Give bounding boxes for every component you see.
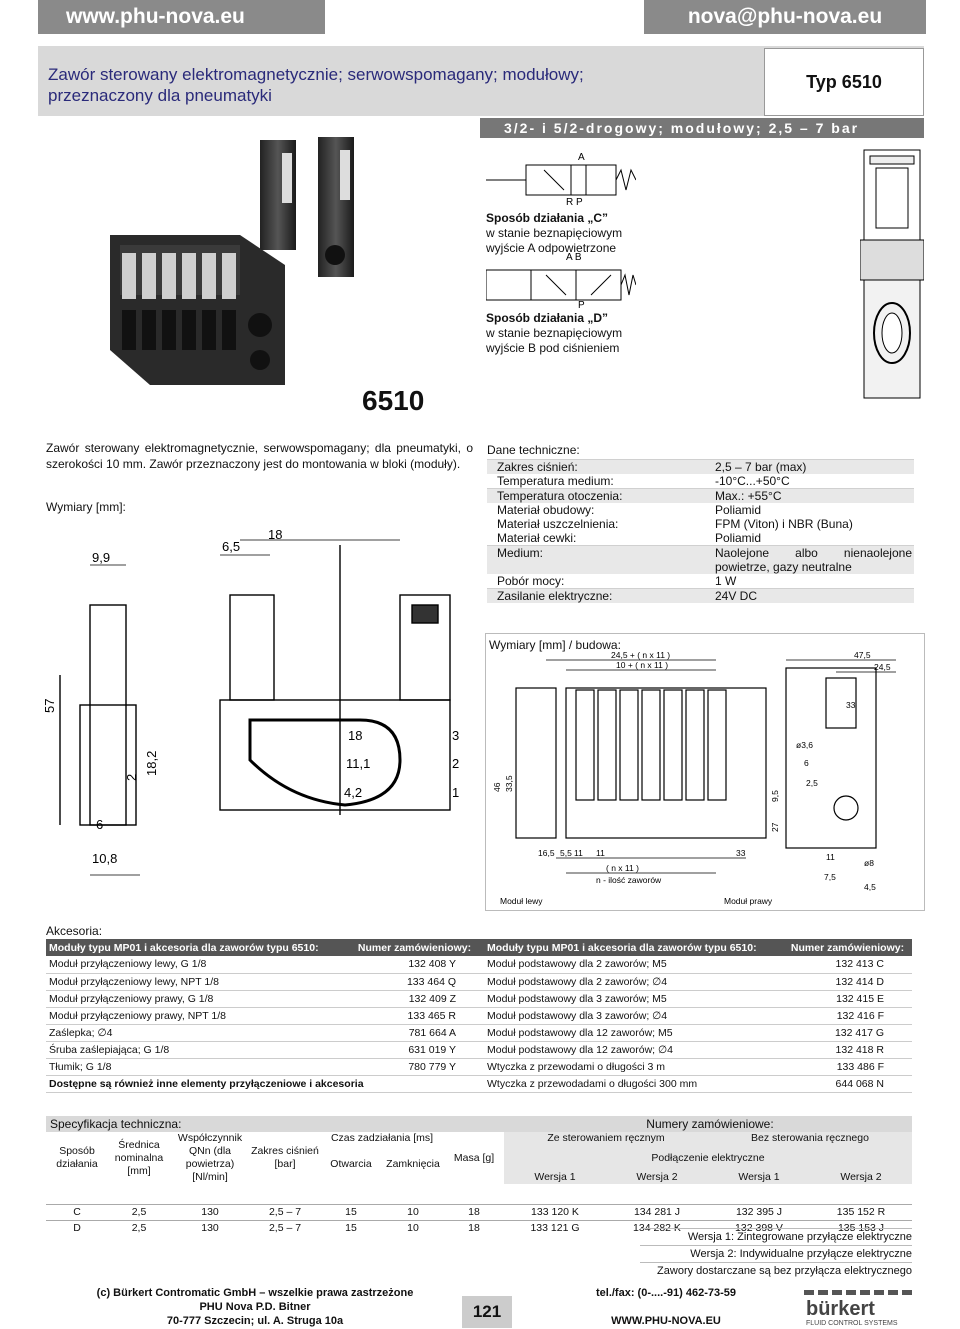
table-header [46, 1132, 912, 1145]
spec-note: Wersja 1: Zintegrowane przyłącze elektryczne [640, 1228, 912, 1245]
spec-col-response: Czas zadziałania [ms] [330, 1132, 434, 1144]
spec-cell: D [46, 1220, 108, 1236]
tech-value: 2,5 – 7 bar (max) [707, 460, 914, 475]
spec-col-mode: Sposób działania [56, 1145, 98, 1170]
type-badge: Typ 6510 [764, 48, 924, 116]
table-row [46, 990, 912, 1007]
valve-symbol-d-icon [486, 250, 636, 308]
footer-contact [566, 1286, 766, 1328]
email-link[interactable]: nova@phu-nova.eu [644, 0, 926, 34]
acc-order-no: 132 416 F [780, 1007, 912, 1024]
title-line-1: Zawór sterowany elektromagnetycznie; serwowspomagany; modułowy; [48, 65, 584, 84]
logo-subtext: FLUID CONTROL SYSTEMS [806, 1320, 898, 1327]
footer-address: 70-777 Szczecin; ul. A. Struga 10a [166, 1315, 344, 1327]
top-bar [0, 0, 960, 34]
spec-order-no: 134 281 J [606, 1204, 708, 1220]
footer-copyright: (c) Bürkert Contromatic GmbH – wszelkie prawa zastrzeżone [96, 1287, 414, 1299]
dim-6b: 6 [804, 758, 809, 768]
dim-24-5: 24,5 [874, 662, 891, 672]
spec-cell: 2,5 [108, 1204, 170, 1220]
acc-order-no: 132 418 R [780, 1041, 912, 1058]
spec-cell: 2,5 – 7 [250, 1220, 320, 1236]
table-header [46, 939, 912, 956]
table-row [46, 956, 912, 973]
dim-11-c: 11 [826, 852, 835, 862]
port-1: 1 [452, 785, 460, 800]
model-number: 6510 [362, 385, 425, 416]
acc-item: Moduł przyłączeniowy prawy, NPT 1/8 [46, 1007, 342, 1024]
table-row [46, 1204, 912, 1220]
tech-key: Materiał obudowy: [497, 503, 595, 517]
acc-item: Moduł przyłączeniowy prawy, G 1/8 [46, 990, 342, 1007]
acc-item: Moduł podstawowy dla 12 zaworów; ∅4 [484, 1041, 780, 1058]
tech-key: Zasilanie elektryczne: [487, 589, 707, 604]
product-description: Zawór sterowany elektromagnetycznie, serwowspomagany; dla pneumatyki, o szerokości 10 mm. Zawór przeznaczony jest do montowania w bloki (moduły). [46, 441, 473, 471]
symbol-d-port-p: P [578, 300, 585, 308]
dim-10-8: 10,8 [92, 851, 118, 866]
spec-col-version1: Wersja 1 [708, 1171, 810, 1184]
block-drawing [486, 648, 924, 910]
spec-cell: 15 [320, 1220, 382, 1236]
spec-cell: 18 [444, 1204, 504, 1220]
table-row [46, 1075, 912, 1092]
spec-col-version2: Wersja 2 [606, 1171, 708, 1184]
dim-4-5: 4,5 [864, 882, 876, 892]
spec-col-manual: Ze sterowaniem ręcznym [504, 1132, 708, 1145]
tech-value: Poliamid [715, 531, 762, 545]
tech-value: Max.: +55°C [707, 489, 914, 504]
acc-order-no: 132 414 D [780, 973, 912, 990]
acc-order-no: 781 664 A [342, 1024, 484, 1041]
tech-key: Temperatura otoczenia: [487, 489, 707, 504]
acc-order-no: 631 019 Y [342, 1041, 484, 1058]
dim-33-5: 33,5 [504, 775, 514, 792]
dim-n-x-11: ( n x 11 ) [606, 863, 639, 873]
acc-order-no: 133 465 R [342, 1007, 484, 1024]
acc-note: Dostępne są również inne elementy przyłączeniowe i akcesoria [46, 1075, 484, 1092]
symbol-d-title: Sposób działania „D” [486, 311, 609, 325]
technical-data [487, 443, 914, 603]
dim-dia-8: ø8 [864, 858, 874, 868]
dim-4-2: 4,2 [344, 785, 363, 800]
symbol-d [486, 250, 636, 356]
symbol-d-ports-ab: A B [566, 252, 582, 263]
dim-27: 27 [770, 822, 780, 832]
spec-note: Zawory dostarczane są bez przyłącza elektrycznego [640, 1262, 912, 1279]
acc-item: Moduł podstawowy dla 3 zaworów; M5 [484, 990, 780, 1007]
spec-order-no: 135 152 R [810, 1204, 912, 1220]
dim-7-5: 7,5 [824, 872, 836, 882]
table-row [46, 1058, 912, 1075]
table-row [487, 531, 914, 546]
dim-11-b: 11 [596, 848, 605, 858]
footer-web-link[interactable]: WWW.PHU-NOVA.EU [611, 1315, 721, 1327]
table-header [46, 1116, 912, 1132]
table-row [487, 474, 914, 489]
symbol-d-line3: wyjście B pod ciśnieniem [486, 341, 620, 355]
table-row [487, 517, 914, 531]
tech-key: Materiał uszczelnienia: [497, 517, 619, 531]
acc-item: Moduł przyłączeniowy lewy, NPT 1/8 [46, 973, 342, 990]
spec-order-no: 132 395 J [708, 1204, 810, 1220]
tech-value: 24V DC [707, 589, 914, 604]
specification-table [46, 1116, 912, 1236]
spec-cell: 18 [444, 1220, 504, 1236]
table-row [487, 574, 914, 589]
logo-text: bürkert [806, 1298, 875, 1320]
spec-cell: 10 [382, 1220, 444, 1236]
symbol-c [486, 150, 636, 256]
dim-2: 2 [124, 773, 139, 781]
acc-item: Wtyczka z przewodami o długości 3 m [484, 1058, 780, 1075]
acc-order-no: 133 464 Q [342, 973, 484, 990]
acc-item: Wtyczka z przewodadami o długości 300 mm [484, 1075, 780, 1092]
accessories-col-2: Numer zamówieniowy: [342, 939, 484, 956]
dim-33-b: 33 [736, 848, 746, 858]
accessories-heading: Akcesoria: [46, 924, 103, 938]
symbol-c-line3: wyjście A odpowietrzone [486, 241, 617, 255]
tech-key: Zakres ciśnień: [487, 460, 707, 475]
accessories-col-1: Moduły typu MP01 i akcesoria dla zaworów typu 6510: [46, 939, 342, 956]
dim-16-5: 16,5 [538, 848, 555, 858]
acc-item: Tłumik; G 1/8 [46, 1058, 342, 1075]
symbol-c-port-a: A [578, 152, 585, 163]
spec-col-version1: Wersja 1 [504, 1171, 606, 1184]
accessories-col-4: Numer zamówieniowy: [780, 939, 912, 956]
spec-col-no-manual: Bez sterowania ręcznego [708, 1132, 912, 1145]
tech-value: Poliamid [715, 503, 762, 517]
dim-47-5: 47,5 [854, 650, 871, 660]
footer-company [90, 1286, 420, 1328]
tech-key: Materiał cewki: [497, 531, 577, 545]
spec-col-diameter: Średnica nominalna [mm] [114, 1138, 164, 1177]
tech-key: Medium: [487, 546, 707, 575]
acc-order-no: 132 409 Z [342, 990, 484, 1007]
spec-col-pressure: Zakres ciśnień [bar] [251, 1145, 319, 1170]
tech-value: 1 W [715, 574, 737, 588]
table-row [487, 460, 914, 475]
spec-cell: 10 [382, 1204, 444, 1220]
dim-57: 57 [42, 698, 57, 713]
tech-value: -10°C...+50°C [715, 474, 790, 488]
acc-item: Moduł podstawowy dla 3 zaworów; ∅4 [484, 1007, 780, 1024]
spec-notes [640, 1228, 912, 1279]
spec-cell: 130 [170, 1204, 250, 1220]
dimension-drawing-block [485, 633, 925, 911]
spec-col-version2: Wersja 2 [810, 1171, 912, 1184]
dim-46: 46 [492, 782, 502, 792]
acc-order-no: 780 779 Y [342, 1058, 484, 1075]
acc-item: Zaślepka; ∅4 [46, 1024, 342, 1041]
page-title [48, 64, 768, 106]
valve-section-drawing [860, 148, 924, 400]
acc-order-no: 644 068 N [780, 1075, 912, 1092]
burkert-logo [804, 1290, 914, 1328]
footer-phone: tel./fax: (0-....-91) 462-73-59 [595, 1287, 736, 1299]
label-right-module: Moduł prawy [724, 896, 773, 906]
dim-18: 18 [268, 527, 283, 542]
acc-item: Moduł podstawowy dla 2 zaworów; M5 [484, 956, 780, 973]
dim-18-2: 18,2 [144, 750, 159, 776]
tech-value: FPM (Viton) i NBR (Buna) [715, 517, 853, 531]
acc-order-no: 132 415 E [780, 990, 912, 1007]
tech-value: Naolejone albo nienaolejone powietrze, gazy neutralne [707, 546, 914, 575]
spec-cell: C [46, 1204, 108, 1220]
spec-col-mass: Masa [g] [453, 1151, 495, 1164]
acc-item: Moduł podstawowy dla 2 zaworów; ∅4 [484, 973, 780, 990]
table-row [46, 1024, 912, 1041]
order-heading: Numery zamówieniowe: [504, 1116, 912, 1132]
spec-cell: 15 [320, 1204, 382, 1220]
symbol-c-line2: w stanie beznapięciowym [486, 226, 623, 240]
acc-item: Moduł przyłączeniowy lewy, G 1/8 [46, 956, 342, 973]
dim-11-a: 11 [574, 848, 583, 858]
acc-item: Śruba zaślepiająca; G 1/8 [46, 1041, 342, 1058]
spec-col-closing: Zamknięcia [386, 1158, 440, 1170]
dim-18-b: 18 [348, 728, 363, 743]
dimensions-label: Wymiary [mm]: [46, 500, 126, 514]
label-left-module: Moduł lewy [500, 896, 543, 906]
dim-2-5: 2,5 [806, 778, 818, 788]
website-link[interactable]: www.phu-nova.eu [38, 0, 325, 34]
dim-9-9: 9,9 [92, 550, 111, 565]
spec-cell: 2,5 [108, 1220, 170, 1236]
page-number: 121 [462, 1296, 512, 1328]
symbol-c-title: Sposób działania „C” [486, 211, 609, 225]
valve-symbol-c-icon [486, 150, 636, 208]
dim-11-1: 11,1 [346, 756, 371, 771]
accessories-table [46, 939, 912, 1093]
table-row [487, 503, 914, 517]
tech-key: Temperatura medium: [497, 474, 614, 488]
spec-order-no: 133 120 K [504, 1204, 606, 1220]
symbol-c-ports-rp: R P [566, 197, 583, 208]
port-3: 3 [452, 728, 460, 743]
spec-cell: 2,5 – 7 [250, 1204, 320, 1220]
subtitle-bar: 3/2- i 5/2-drogowy; modułowy; 2,5 – 7 bar [480, 118, 924, 138]
title-line-2: przeznaczony dla pneumatyki [48, 86, 272, 105]
spec-col-opening: Otwarcia [330, 1158, 372, 1170]
dim-6-5: 6,5 [222, 539, 241, 554]
spec-cell: 130 [170, 1220, 250, 1236]
footer-company-name: PHU Nova P.D. Bitner [199, 1301, 311, 1313]
dim-note-n: n - ilość zaworów [596, 875, 662, 885]
technical-data-table [487, 459, 914, 603]
dimension-drawing-single [40, 525, 470, 910]
table-row [487, 489, 914, 504]
table-row [46, 1007, 912, 1024]
dim-33: 33 [846, 700, 856, 710]
dim-9-5: 9,5 [770, 790, 780, 802]
table-row [487, 589, 914, 604]
acc-order-no: 132 408 Y [342, 956, 484, 973]
acc-order-no: 132 413 C [780, 956, 912, 973]
table-row [46, 1041, 912, 1058]
spec-order-no: 134 282 K [606, 1220, 708, 1236]
dimension-drawing-heading: Wymiary [mm] / budowa: [489, 638, 621, 652]
dim-24-5-n: 24,5 + ( n x 11 ) [611, 650, 671, 660]
tech-key: Pobór mocy: [497, 574, 565, 588]
acc-order-no: 133 486 F [780, 1058, 912, 1075]
dim-5-5: 5,5 [560, 848, 572, 858]
acc-order-no: 132 417 G [780, 1024, 912, 1041]
spec-col-flow: Współczynnik QNn (dla powietrza) [Nl/min] [177, 1132, 243, 1183]
spec-heading: Specyfikacja techniczna: [46, 1116, 504, 1132]
acc-item: Moduł podstawowy dla 12 zaworów; M5 [484, 1024, 780, 1041]
spec-order-no: 132 398 V [708, 1220, 810, 1236]
product-photo [110, 135, 390, 385]
spec-col-connection: Podłączenie elektryczne [504, 1145, 912, 1171]
dim-10-n: 10 + ( n x 11 ) [616, 660, 669, 670]
port-2: 2 [452, 756, 460, 771]
dim-6: 6 [96, 817, 104, 832]
spec-note: Wersja 2: Indywidualne przyłącze elektryczne [640, 1245, 912, 1262]
table-row [46, 973, 912, 990]
spec-order-no: 133 121 G [504, 1220, 606, 1236]
dim-dia-3-6: ø3,6 [796, 740, 814, 750]
spec-order-no: 135 153 J [810, 1220, 912, 1236]
accessories-col-3: Moduły typu MP01 i akcesoria dla zaworów typu 6510: [484, 939, 780, 956]
symbol-d-line2: w stanie beznapięciowym [486, 326, 623, 340]
technical-data-heading: Dane techniczne: [487, 443, 580, 457]
table-row [487, 546, 914, 575]
